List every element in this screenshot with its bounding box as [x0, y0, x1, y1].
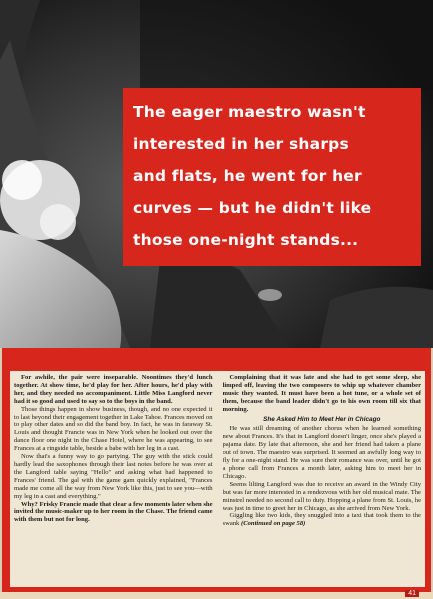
pull-quote-box	[123, 88, 421, 266]
paragraph: Those things happen in show business, though, and no one expected it to last beyond their engagement together in Lake Tahoe. Frances moved on to play other dates and so did the band boy. In fact, he was in faraway St. Louis and thought Francie was in New York when he looked out over the dance floor one night in the Chase Hotel, where he was appearing, to see Frances at a ringside table, beside a babe with her leg in a cast.	[14, 405, 213, 453]
paragraph: Complaining that it was late and she had to get some sleep, she limped off, leaving the two composers to whip up whatever chamber music they wanted. It must have been a hot tune, or a whole set of them, because the band leader didn't go to his own room till six that morning.	[222, 374, 421, 413]
article-frame	[2, 348, 431, 592]
page-footer	[0, 592, 433, 599]
paragraph: Now that's a funny way to go partying. The guy with the stick could hardly lead the saxophones through their last notes before he was over at the Langford table saying "Hello" and asking what had happened to Frances' friend. The gal with the game gam quickly explained, "Frances made me come all the way from New York like this, just to see you—with my leg in a cast and everything."	[14, 453, 213, 500]
paragraph: For awhile, the pair were inseparable. Noontimes they'd lunch together. At show time, he'd play for her. After hours, he'd play with her, and they needed no accompaniment. Little Miss Langford never had it so good and used to say so to the boys in the band.	[14, 374, 213, 405]
page-number: 41	[405, 590, 419, 597]
pull-quote-line: curves — but he didn't like	[133, 199, 372, 217]
paragraph: Why? Frisky Francie made that clear a few moments later when she invited the music-maker up to her room in the Chase. The friend came with them but not for long.	[14, 500, 213, 524]
article-column-right	[223, 374, 422, 584]
paragraph-text: Giggling like two kids, they snuggled into a taxi that took them to the swank	[222, 512, 421, 528]
pull-quote-line: The eager maestro wasn't	[133, 103, 366, 121]
paragraph: Seems lilting Langford was due to receive an award in the Windy City but was far more interested in a rendezvous with her old musical mate. The minstrel needed no second call to duty. Hopping a plane from St. Louis, he was just in time to greet her in Chicago, as she arrived from New York.	[222, 480, 421, 512]
pull-quote-line: those one-night stands...	[133, 231, 359, 249]
pull-quote-line: and flats, he went for her	[133, 167, 362, 185]
paragraph	[223, 512, 422, 528]
subheading: She Asked Him to Meet Her in Chicago	[263, 415, 381, 423]
pull-quote-line: interested in her sharps	[133, 135, 349, 153]
article-body	[10, 371, 425, 587]
article-column-left	[14, 374, 213, 584]
paragraph: He was still dreaming of another chorus when he learned something new about Frances. It's that in Langford doesn't linger, once she's played a pajama date. By late that afternoon, she and her friend had taken a plane out of town. The maestro was surprised. It seemed an awfully long way to fly for a one-night stand. He was sure their romance was over, until he got a phone call from Frances a month later, asking him to meet her in Chicago.	[222, 425, 421, 480]
continued-note: (Continued on page 58)	[241, 520, 306, 528]
